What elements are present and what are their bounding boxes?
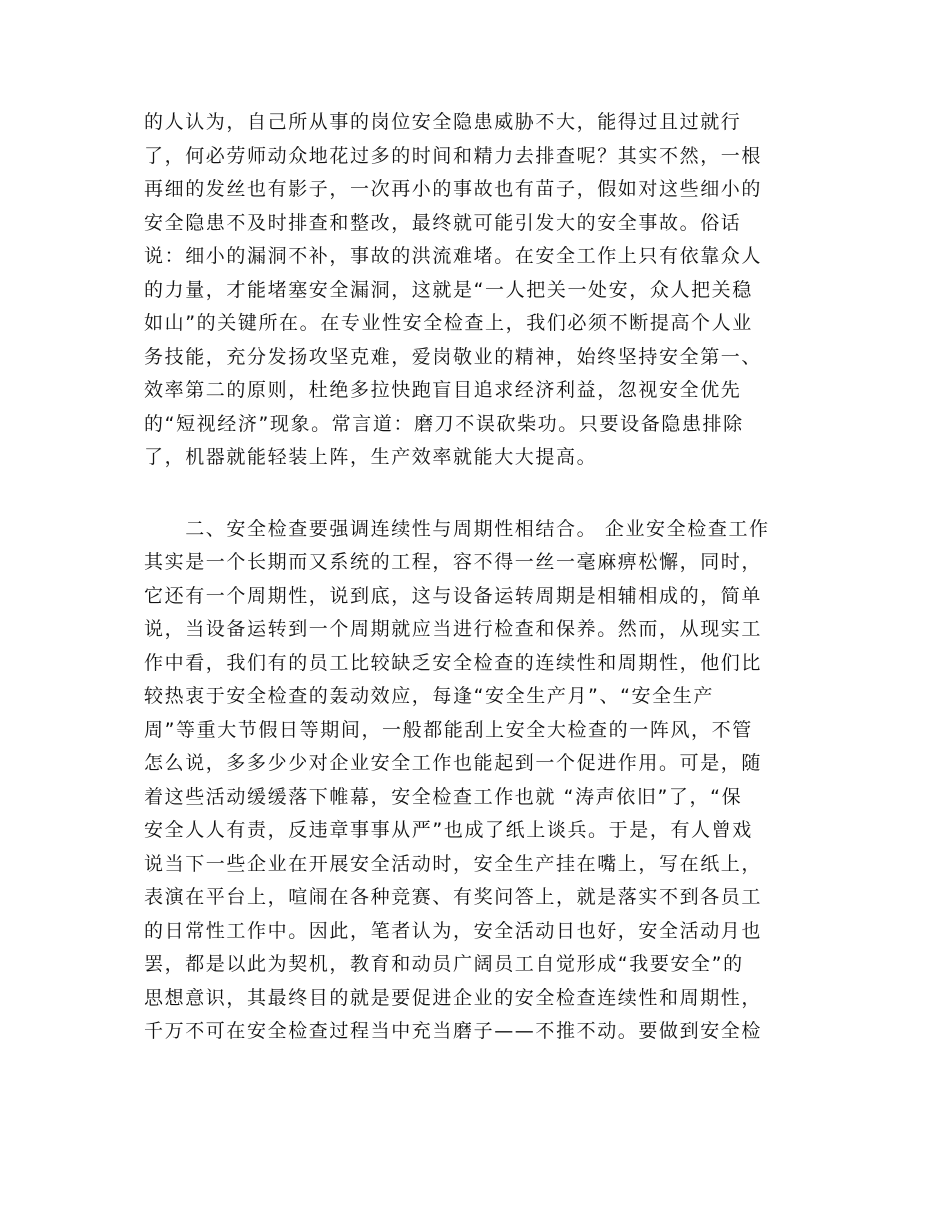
text-line: 千万不可在安全检查过程当中充当磨子——不推不动。要做到安全检	[144, 1020, 763, 1042]
text-line: 的日常性工作中。因此，笔者认为，安全活动日也好，安全活动月也	[144, 919, 763, 942]
text-line: 的人认为，自己所从事的岗位安全隐患威胁不大，能得过且过就行	[144, 111, 742, 133]
text-line: 了，何必劳师动众地花过多的时间和精力去排查呢？其实不然，一根	[144, 144, 763, 167]
text-line: 二、安全检查要强调连续性与周期性相结合。 企业安全检查工作	[144, 517, 770, 540]
text-line: 务技能，充分发扬攻坚克难，爱岗敬业的精神，始终坚持安全第一、	[144, 345, 763, 368]
text-line: 说：细小的漏洞不补，事故的洪流难堵。在安全工作上只有依靠众人	[144, 245, 763, 267]
text-line: 怎么说，多多少少对企业安全工作也能起到一个促进作用。可是，随	[144, 752, 763, 774]
text-line: 其实是一个长期而又系统的工程，容不得一丝一毫麻痹松懈，同时，	[144, 551, 763, 573]
text-line: 安全人人有责，反违章事事从严”也成了纸上谈兵。于是，有人曾戏	[144, 819, 753, 841]
text-line: 罢，都是以此为契机，教育和动员广阔员工自觉形成“我要安全”的	[144, 953, 744, 975]
text-line: 说当下一些企业在开展安全活动时，安全生产挂在嘴上，写在纸上，	[144, 852, 763, 875]
text-line: 说，当设备运转到一个周期就应当进行检查和保养。然而，从现实工	[144, 618, 763, 640]
text-line: 较热衷于安全检查的轰动效应，每逢“安全生产月”、“安全生产	[144, 685, 714, 707]
text-line: 思想意识，其最终目的就是要促进企业的安全检查连续性和周期性，	[144, 986, 763, 1009]
text-line: 它还有一个周期性，说到底，这与设备运转周期是相辅相成的，简单	[144, 584, 763, 607]
text-line: 着这些活动缓缓落下帷幕，安全检查工作也就 “涛声依旧”了，“保	[144, 785, 743, 808]
text-line: 表演在平台上，喧闹在各种竞赛、有奖问答上，就是落实不到各员工	[144, 886, 763, 908]
text-line: 的“短视经济”现象。常言道：磨刀不误砍柴功。只要设备隐患排除	[144, 412, 744, 435]
text-line: 效率第二的原则，杜绝多拉快跑盲目追求经济利益，忽视安全优先	[144, 379, 742, 401]
text-line: 周”等重大节假日等期间，一般都能刮上安全大检查的一阵风，不管	[144, 718, 753, 741]
document-body	[144, 106, 814, 1049]
text-line: 如山”的关键所在。在专业性安全检查上，我们必须不断提高个人业	[144, 312, 753, 334]
text-line: 安全隐患不及时排查和整改，最终就可能引发大的安全事故。俗话	[144, 211, 742, 234]
paragraph-1	[144, 106, 814, 475]
text-line: 的力量，才能堵塞安全漏洞，这就是“一人把关一处安，众人把关稳	[144, 278, 753, 301]
text-line: 作中看，我们有的员工比较缺乏安全检查的连续性和周期性，他们比	[144, 651, 763, 674]
text-line: 了，机器就能轻装上阵，生产效率就能大大提高。	[144, 446, 598, 468]
text-line: 再细的发丝也有影子，一次再小的事故也有苗子，假如对这些细小的	[144, 178, 763, 200]
paragraph-2	[144, 513, 814, 1049]
paragraph-gap	[144, 475, 814, 513]
